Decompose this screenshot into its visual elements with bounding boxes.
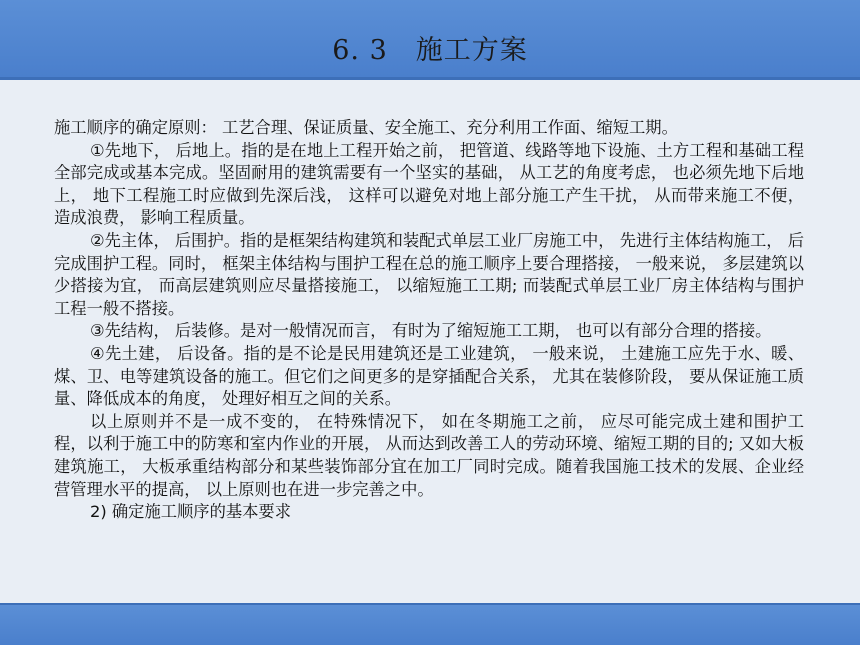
paragraph-rule-1: ①先地下， 后地上。指的是在地上工程开始之前， 把管道、线路等地下设施、土方工程和基础工程全部完成或基本完成。坚固耐用的建筑需要有一个坚实的基础， 从工艺的角度考虑， 也必须先地下后地上， 地下工程施工时应做到先深后浅， 这样可以避免对地上部分施工产生干扰， 从而带来施工不便， 造成浪费， 影响工程质量。 bbox=[54, 140, 804, 228]
paragraph-rule-4: ④先土建， 后设备。指的是不论是民用建筑还是工业建筑， 一般来说， 土建施工应先于水、暖、煤、卫、电等建筑设备的施工。但它们之间更多的是穿插配合关系， 尤其在装修阶段， 要从保证施工质量、降低成本的角度， 处理好相互之间的关系。 bbox=[54, 343, 804, 409]
section-heading-requirements: 2) 确定施工顺序的基本要求 bbox=[90, 502, 291, 522]
paragraph-exceptions: 以上原则并不是一成不变的， 在特殊情况下， 如在冬期施工之前， 应尽可能完成土建和围护工程，以利于施工中的防寒和室内作业的开展， 从而达到改善工人的劳动环境、缩短工期的目的; 又如大板建筑施工， 大板承重结构部分和某些装饰部分宜在加工厂同时完成。随着我国施工技术的发展、企业经营管理水平的提高， 以上原则也在进一步完善之中。 bbox=[54, 411, 804, 499]
title-bar bbox=[0, 0, 860, 80]
paragraph-rule-3: ③先结构， 后装修。是对一般情况而言， 有时为了缩短施工工期， 也可以有部分合理的搭接。 bbox=[90, 321, 772, 341]
footer-bar bbox=[0, 603, 860, 645]
paragraph-principles: 施工顺序的确定原则： 工艺合理、保证质量、安全施工、充分利用工作面、缩短工期。 bbox=[54, 118, 678, 137]
slide-title: 6. 3 施工方案 bbox=[332, 35, 528, 66]
body-text bbox=[54, 117, 804, 524]
paragraph-rule-2: ②先主体， 后围护。指的是框架结构建筑和装配式单层工业厂房施工中， 先进行主体结构施工， 后完成围护工程。同时， 框架主体结构与围护工程在总的施工顺序上要合理搭接， 一般来说， 多层建筑以少搭接为宜， 而高层建筑则应尽量搭接施工， 以缩短施工工期; 而装配式单层工业厂房主体结构与围护工程一般不搭接。 bbox=[54, 230, 804, 318]
